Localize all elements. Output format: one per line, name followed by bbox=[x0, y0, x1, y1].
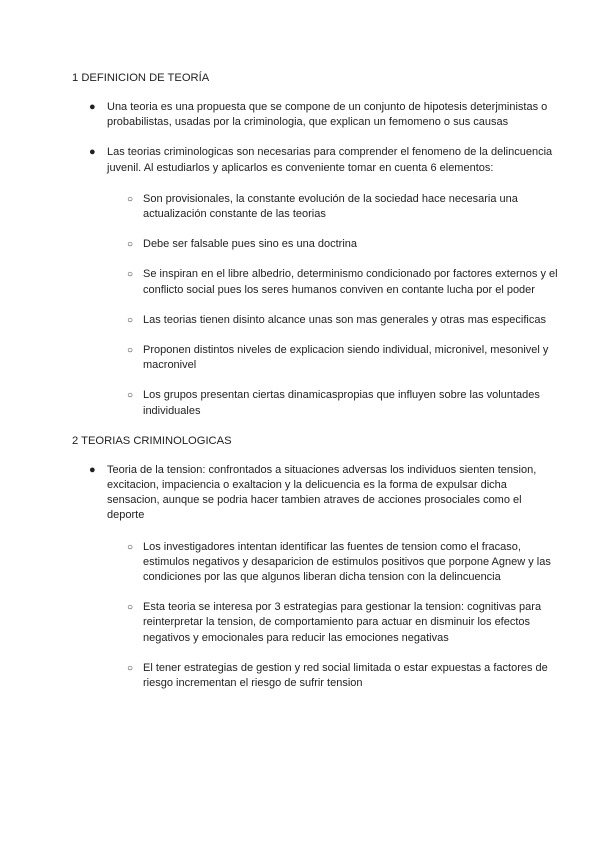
sublist-item-text: Se inspiran en el libre albedrio, determinismo condicionado por factores externos y el conflicto social pues los seres humanos conviven en contante lucha por el poder bbox=[143, 268, 558, 296]
section2-sublist bbox=[107, 540, 560, 692]
sublist-item bbox=[107, 237, 560, 252]
filled-bullet-icon: ● bbox=[89, 146, 96, 159]
hollow-bullet-icon: ○ bbox=[127, 541, 134, 553]
hollow-bullet-icon: ○ bbox=[127, 314, 134, 326]
list-item bbox=[72, 100, 560, 130]
sublist-item bbox=[107, 343, 560, 373]
hollow-bullet-icon: ○ bbox=[127, 193, 134, 205]
sublist-item bbox=[107, 388, 560, 418]
sublist-item-text: Proponen distintos niveles de explicacion siendo individual, micronivel, mesonivel y macronivel bbox=[143, 344, 549, 372]
sublist-item-text: Los grupos presentan ciertas dinamicaspropias que influyen sobre las voluntades individuales bbox=[143, 389, 540, 417]
section2-list bbox=[72, 463, 560, 691]
hollow-bullet-icon: ○ bbox=[127, 345, 134, 357]
sublist-item bbox=[107, 661, 560, 691]
list-item bbox=[72, 463, 560, 691]
list-item-text: Las teorias criminologicas son necesarias para comprender el fenomeno de la delincuencia juvenil. Al estudiarlos y aplicarlos es conveniente tomar en cuenta 6 elementos: bbox=[107, 146, 553, 174]
hollow-bullet-icon: ○ bbox=[127, 269, 134, 281]
hollow-bullet-icon: ○ bbox=[127, 602, 134, 614]
list-item bbox=[72, 145, 560, 418]
list-item-text: Teoria de la tension: confrontados a situaciones adversas los individuos sienten tension, excitacion, impaciencia o exaltacion y la delicuencia es la forma de expulsar dicha sensacion, aunque se podria hacer tambien atraves de acciones prosociales como el deporte bbox=[107, 463, 537, 522]
filled-bullet-icon: ● bbox=[89, 463, 96, 476]
sublist-item-text: El tener estrategias de gestion y red social limitada o estar expuestas a factores de riesgo incrementan el riesgo de sufrir tension bbox=[143, 661, 548, 690]
section1-heading: 1 DEFINICION DE TEORÍA bbox=[72, 72, 210, 84]
hollow-bullet-icon: ○ bbox=[127, 662, 134, 674]
sublist-item-text: Son provisionales, la constante evolución de la sociedad hace necesaria una actualización constante de las teorias bbox=[143, 192, 518, 221]
sublist-item-text: Las teorias tienen disinto alcance unas son mas generales y otras mas especificas bbox=[143, 313, 546, 326]
list-item-text: Una teoria es una propuesta que se compone de un conjunto de hipotesis deterjministas o probabilistas, usadas por la criminologia, que explican un femomeno o sus causas bbox=[107, 101, 548, 129]
sublist-item bbox=[107, 600, 560, 646]
sublist-item bbox=[107, 192, 560, 222]
sublist-item bbox=[107, 267, 560, 297]
section1-sublist bbox=[107, 192, 560, 419]
section1-list bbox=[72, 100, 560, 419]
sublist-item-text: Debe ser falsable pues sino es una doctrina bbox=[143, 238, 358, 251]
sublist-item-text: Esta teoria se interesa por 3 estrategias para gestionar la tension: cognitivas para reinterpretar la tension, de comportamiento para actuar en disminuir los efectos negativos y emocionales para reducir las emociones negativas bbox=[143, 601, 542, 644]
section2-heading: 2 TEORIAS CRIMINOLOGICAS bbox=[72, 434, 232, 447]
sublist-item-text: Los investigadores intentan identificar las fuentes de tension como el fracaso, estimulos negativos y desaparicion de estimulos positivos que porpone Agnew y las condiciones por las que algunos liberan dicha tension con la delincuencia bbox=[143, 540, 551, 584]
filled-bullet-icon: ● bbox=[89, 101, 96, 113]
sublist-item bbox=[107, 313, 560, 328]
sublist-item bbox=[107, 540, 560, 586]
hollow-bullet-icon: ○ bbox=[127, 390, 134, 402]
hollow-bullet-icon: ○ bbox=[127, 239, 134, 251]
